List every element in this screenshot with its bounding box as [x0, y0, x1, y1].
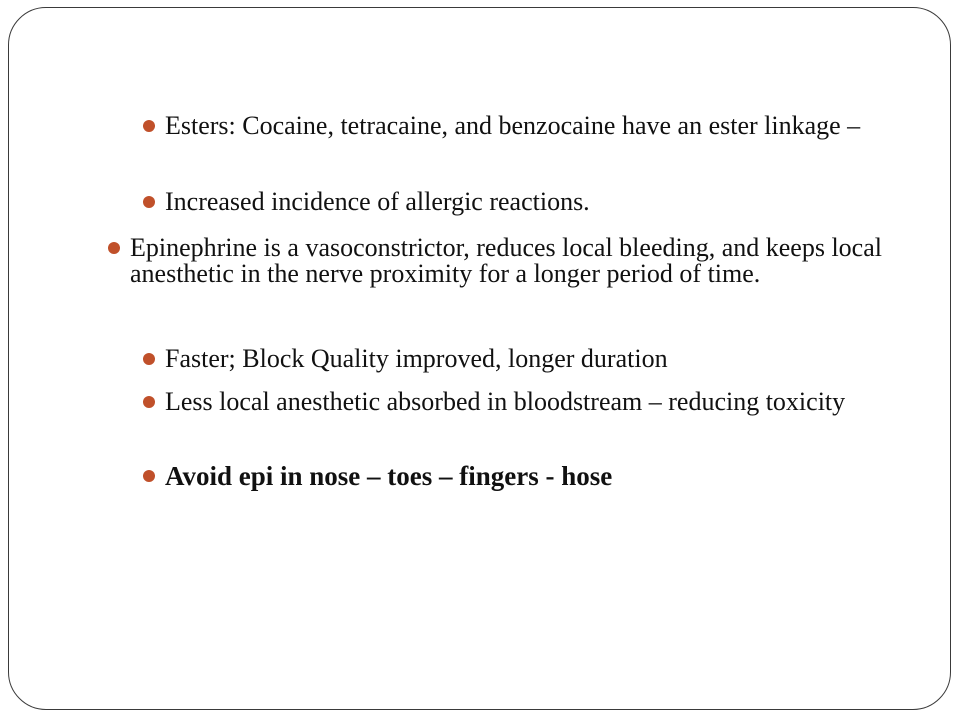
- bullet-text: Faster; Block Quality improved, longer duration: [165, 344, 668, 373]
- bullet-text: Avoid epi in nose – toes – fingers - hose: [165, 461, 613, 491]
- bullet-dot-icon: [143, 120, 155, 132]
- bullet-text: Increased incidence of allergic reactions.: [165, 187, 590, 216]
- bullet-esters: [143, 113, 865, 139]
- bullet-text: Esters: Cocaine, tetracaine, and benzocaine have an ester linkage –: [165, 111, 861, 140]
- bullet-dot-icon: [143, 353, 155, 365]
- bullet-dot-icon: [143, 396, 155, 408]
- bullet-text: Less local anesthetic absorbed in bloodstream – reducing toxicity: [165, 387, 846, 416]
- bullet-dot-icon: [143, 470, 155, 482]
- bullet-allergic-reactions: [143, 189, 865, 215]
- bullet-dot-icon: [143, 196, 155, 208]
- bullet-less-anesthetic: [143, 389, 865, 415]
- bullet-epinephrine: [108, 235, 890, 287]
- bullet-dot-icon: [108, 242, 120, 254]
- bullet-text: Epinephrine is a vasoconstrictor, reduces local bleeding, and keeps local anesthetic in the nerve proximity for a longer period of time.: [130, 233, 882, 288]
- bullet-avoid-epi: [143, 463, 865, 490]
- bullet-faster-block: [143, 346, 865, 372]
